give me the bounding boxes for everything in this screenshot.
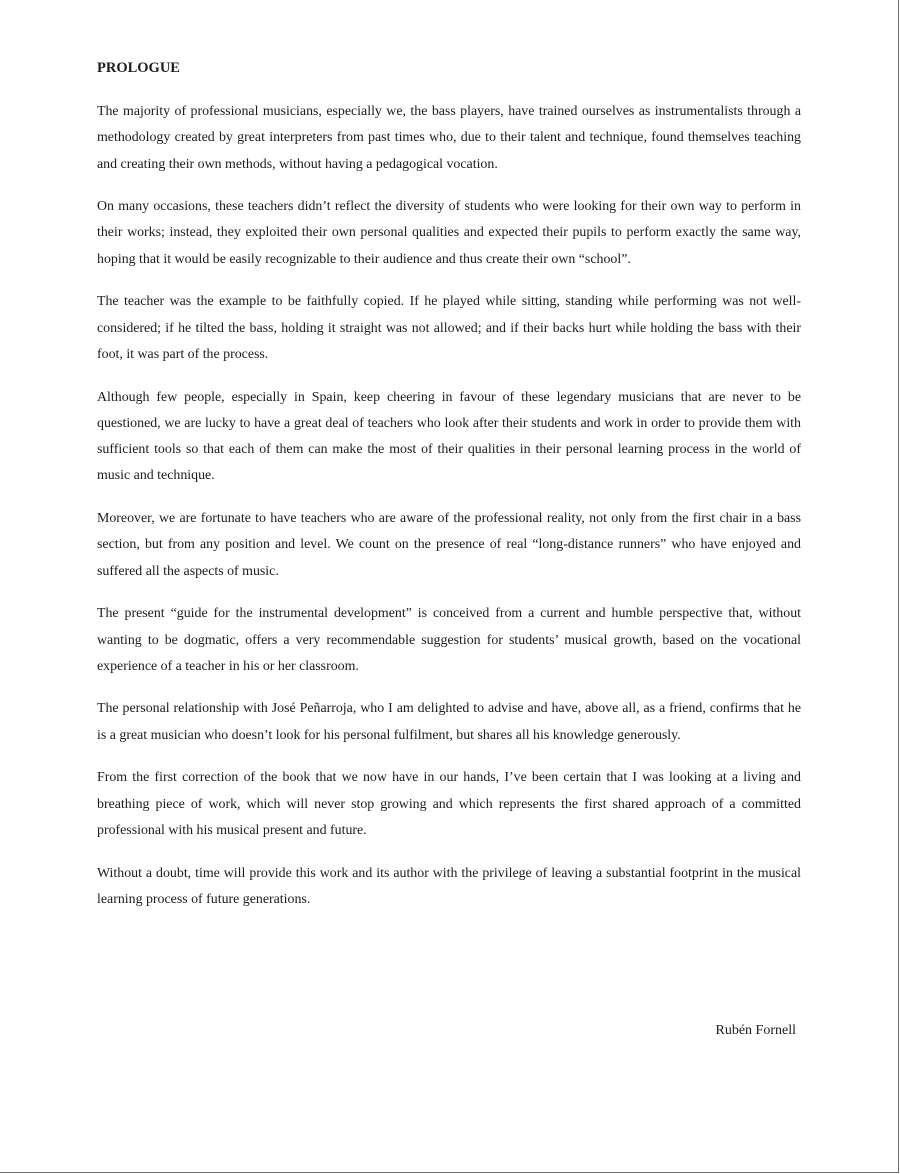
paragraph-2: On many occasions, these teachers didn’t reflect the diversity of students who were looking for their own way to perform in their works; instead, they exploited their own personal qualities and expected their pupils to perform exactly the same way, hoping that it would be easily recognizable to their audience and thus create their own “school”. [97, 199, 801, 267]
paragraph-9: Without a doubt, time will provide this work and its author with the privilege of leaving a substantial footprint in the musical learning process of future generations. [97, 865, 801, 907]
paragraph-7: The personal relationship with José Peñarroja, who I am delighted to advise and have, above all, as a friend, confirms that he is a great musician who doesn’t look for his personal fulfilment, but shares all his knowledge generously. [97, 701, 801, 743]
author-signature: Rubén Fornell [715, 1023, 796, 1038]
document-body [97, 56, 801, 929]
paragraph-1: The majority of professional musicians, especially we, the bass players, have trained ourselves as instrumentalists through a methodology created by great interpreters from past times who, due to their talent and technique, found themselves teaching and creating their own methods, without having a pedagogical vocation. [97, 104, 801, 172]
paragraph-3: The teacher was the example to be faithfully copied. If he played while sitting, standing while performing was not well-considered; if he tilted the bass, holding it straight was not allowed; and if their backs hurt while holding the bass with their foot, it was part of the process. [97, 294, 801, 362]
paragraph-6: The present “guide for the instrumental development” is conceived from a current and humble perspective that, without wanting to be dogmatic, offers a very recommendable suggestion for students’ musical growth, based on the vocational experience of a teacher in his or her classroom. [97, 606, 801, 674]
document-heading: PROLOGUE [97, 60, 180, 76]
paragraph-8: From the first correction of the book that we now have in our hands, I’ve been certain that I was looking at a living and breathing piece of work, which will never stop growing and which represents the first shared approach of a committed professional with his musical present and future. [97, 770, 801, 838]
paragraph-4: Although few people, especially in Spain, keep cheering in favour of these legendary musicians that are never to be questioned, we are lucky to have a great deal of teachers who look after their students and work in order to provide them with sufficient tools so that each of them can make the most of their qualities in their personal learning process in the world of music and technique. [97, 389, 801, 484]
paragraph-5: Moreover, we are fortunate to have teachers who are aware of the professional reality, not only from the first chair in a bass section, but from any position and level. We count on the presence of real “long-distance runners” who have enjoyed and suffered all the aspects of music. [97, 511, 801, 579]
